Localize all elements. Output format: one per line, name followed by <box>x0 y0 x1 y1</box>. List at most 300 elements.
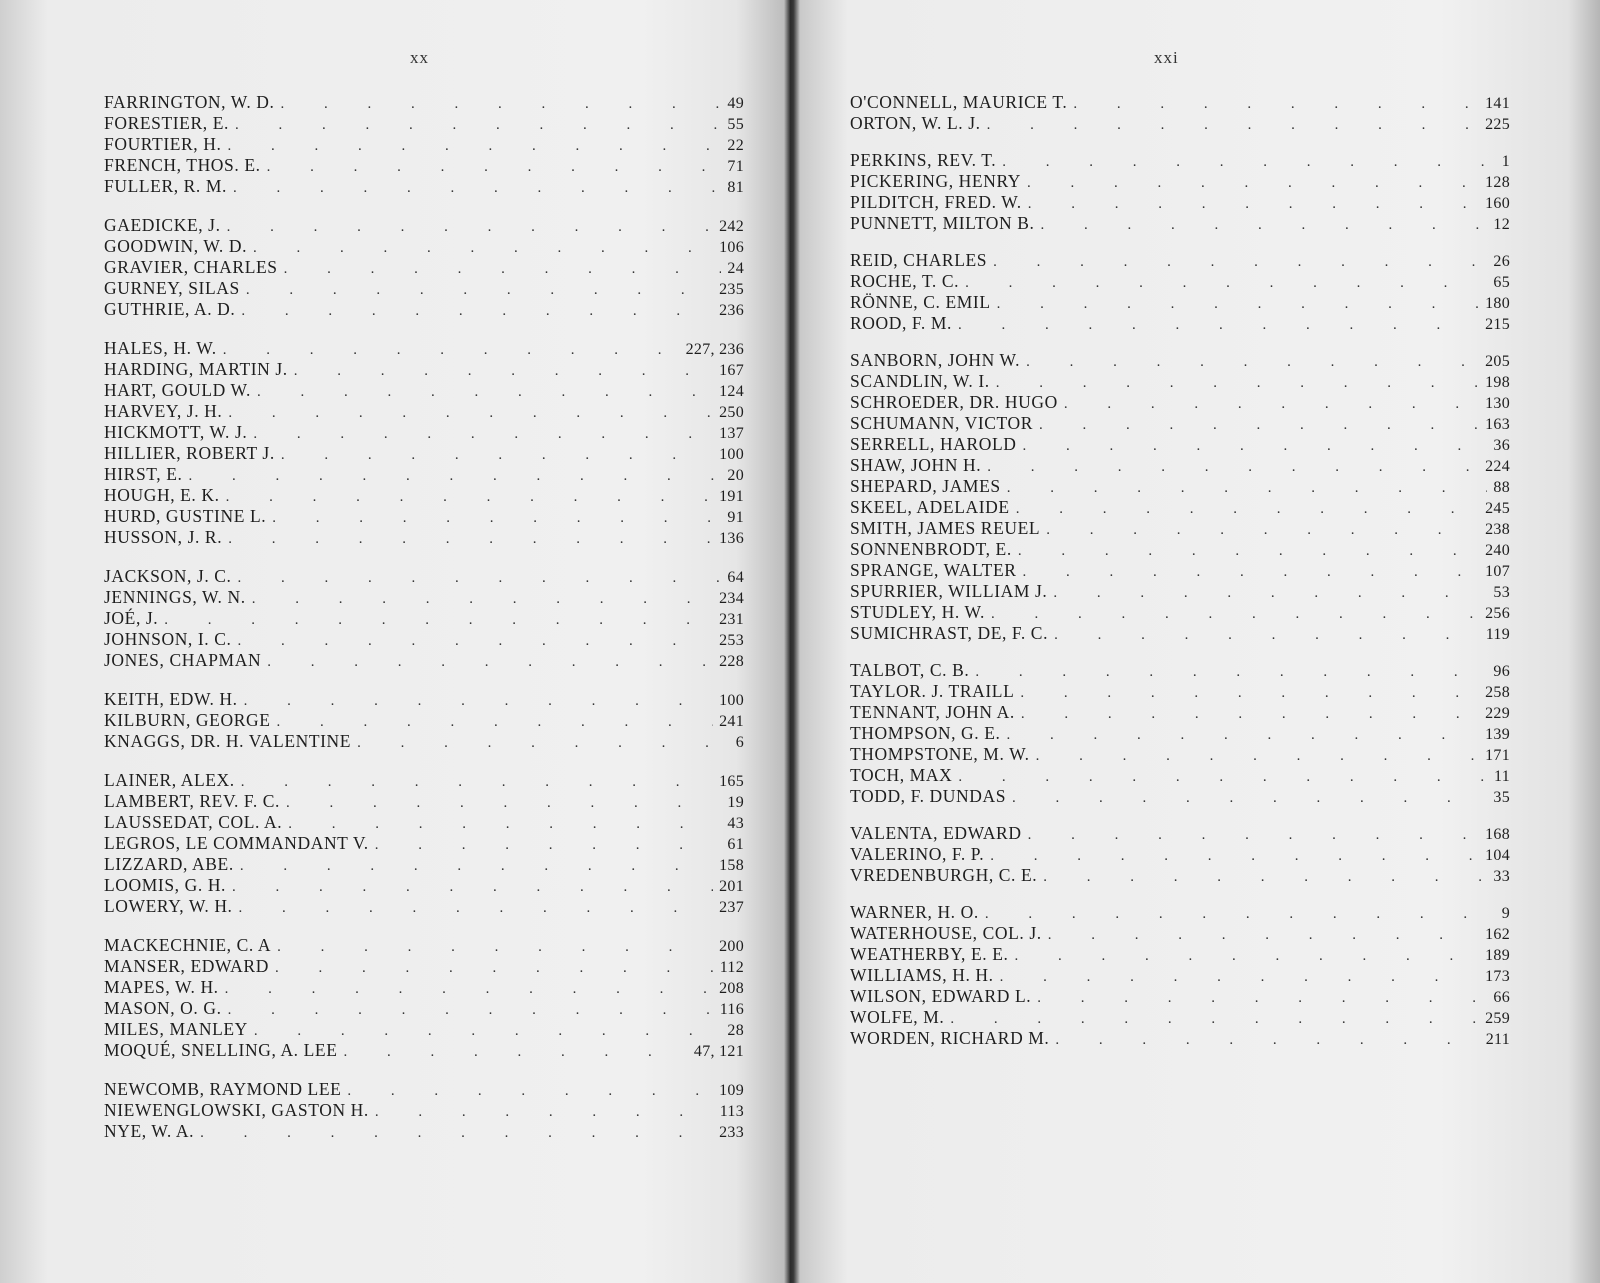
entry-page-numbers: 225 <box>1485 116 1510 133</box>
letter-group <box>850 250 1510 334</box>
entry-page-numbers: 35 <box>1493 789 1510 806</box>
index-entry <box>850 1028 1510 1049</box>
dot-leader <box>239 898 714 919</box>
index-entry <box>104 689 744 710</box>
dot-leader <box>272 508 721 529</box>
entry-name: HIRST, E. <box>104 464 183 484</box>
index-entry <box>104 1040 744 1061</box>
entry-page-numbers: 258 <box>1485 684 1510 701</box>
index-entry <box>850 371 1510 392</box>
entry-page-numbers: 130 <box>1485 395 1510 412</box>
dot-leader <box>985 904 1496 925</box>
entry-page-numbers: 180 <box>1485 295 1510 312</box>
entry-name: MASON, O. G. <box>104 998 222 1018</box>
dot-leader <box>232 877 713 898</box>
entry-page-numbers: 167 <box>719 362 744 379</box>
entry-page-numbers: 238 <box>1485 521 1510 538</box>
dot-leader <box>990 846 1479 867</box>
index-entry <box>104 215 744 236</box>
entry-page-numbers: 100 <box>719 446 744 463</box>
dot-leader <box>228 403 713 424</box>
entry-page-numbers: 61 <box>727 836 744 853</box>
dot-leader <box>344 1042 688 1063</box>
entry-page-numbers: 109 <box>719 1082 744 1099</box>
entry-page-numbers: 91 <box>727 509 744 526</box>
entry-page-numbers: 119 <box>1485 626 1510 643</box>
entry-name: WORDEN, RICHARD M. <box>850 1028 1050 1048</box>
index-entry <box>850 192 1510 213</box>
dot-leader <box>252 589 713 610</box>
entry-page-numbers: 64 <box>727 569 744 586</box>
index-entry <box>850 250 1510 271</box>
entry-page-numbers: 240 <box>1485 542 1510 559</box>
index-entry <box>104 155 744 176</box>
entry-name: HART, GOULD W. <box>104 380 252 400</box>
dot-leader <box>1026 352 1479 373</box>
entry-name: KNAGGS, DR. H. VALENTINE <box>104 731 352 751</box>
index-entry <box>850 744 1510 765</box>
dot-leader <box>357 733 730 754</box>
entry-name: TALBOT, C. B. <box>850 660 970 680</box>
dot-leader <box>1027 173 1479 194</box>
dot-leader <box>996 373 1479 394</box>
index-entry <box>850 581 1510 602</box>
index-entry <box>104 338 744 359</box>
dot-leader <box>1039 415 1479 436</box>
entry-name: GRAVIER, CHARLES <box>104 257 278 277</box>
dot-leader <box>253 424 713 445</box>
entry-page-numbers: 215 <box>1485 316 1510 333</box>
dot-leader <box>241 772 713 793</box>
dot-leader <box>1037 988 1487 1009</box>
entry-name: HICKMOTT, W. J. <box>104 422 248 442</box>
letter-group <box>104 935 744 1061</box>
index-entry <box>850 92 1510 113</box>
dot-leader <box>1028 825 1480 846</box>
index-entry <box>850 1007 1510 1028</box>
entry-name: PERKINS, REV. T. <box>850 150 997 170</box>
entry-name: KILBURN, GEORGE <box>104 710 271 730</box>
entry-page-numbers: 12 <box>1493 216 1510 233</box>
entry-name: LOWERY, W. H. <box>104 896 233 916</box>
entry-name: GURNEY, SILAS <box>104 278 240 298</box>
index-entry <box>104 833 744 854</box>
entry-page-numbers: 245 <box>1485 500 1510 517</box>
index-entry <box>104 359 744 380</box>
entry-page-numbers: 259 <box>1485 1010 1510 1027</box>
dot-leader <box>1020 683 1479 704</box>
entry-name: GAEDICKE, J. <box>104 215 221 235</box>
index-entry <box>104 566 744 587</box>
dot-leader <box>1041 215 1488 236</box>
dot-leader <box>228 1000 714 1021</box>
entry-page-numbers: 36 <box>1493 437 1510 454</box>
entry-page-numbers: 205 <box>1485 353 1510 370</box>
dot-leader <box>1043 867 1487 888</box>
entry-name: GOODWIN, W. D. <box>104 236 248 256</box>
entry-page-numbers: 168 <box>1485 826 1510 843</box>
dot-leader <box>286 793 721 814</box>
dot-leader <box>275 958 714 979</box>
dot-leader <box>1055 1030 1479 1051</box>
index-entry <box>850 292 1510 313</box>
dot-leader <box>1015 946 1480 967</box>
entry-page-numbers: 227, 236 <box>685 341 744 358</box>
entry-name: HILLIER, ROBERT J. <box>104 443 275 463</box>
entry-name: FULLER, R. M. <box>104 176 228 196</box>
dot-leader <box>375 835 722 856</box>
index-entry <box>850 271 1510 292</box>
dot-leader <box>284 259 722 280</box>
entry-page-numbers: 124 <box>719 383 744 400</box>
dot-leader <box>997 294 1479 315</box>
dot-leader <box>246 280 713 301</box>
entry-page-numbers: 162 <box>1485 926 1510 943</box>
letter-group <box>850 823 1510 886</box>
dot-leader <box>1036 746 1480 767</box>
entry-name: NEWCOMB, RAYMOND LEE <box>104 1079 342 1099</box>
entry-page-numbers: 165 <box>719 773 744 790</box>
entry-page-numbers: 24 <box>727 260 744 277</box>
entry-page-numbers: 26 <box>1493 253 1510 270</box>
entry-page-numbers: 228 <box>719 653 744 670</box>
entry-page-numbers: 6 <box>735 734 744 751</box>
dot-leader <box>958 315 1479 336</box>
entry-page-numbers: 96 <box>1493 663 1510 680</box>
dot-leader <box>975 662 1487 683</box>
index-entry <box>104 1121 744 1142</box>
letter-group <box>850 92 1510 134</box>
index-entry <box>850 723 1510 744</box>
entry-name: HUSSON, J. R. <box>104 527 223 547</box>
entry-page-numbers: 208 <box>719 980 744 997</box>
left-page <box>0 0 786 1283</box>
letter-group <box>104 566 744 671</box>
dot-leader <box>1012 788 1487 809</box>
entry-name: JOHNSON, I. C. <box>104 629 232 649</box>
dot-leader <box>1023 436 1488 457</box>
entry-name: SCHROEDER, DR. HUGO <box>850 392 1058 412</box>
dot-leader <box>233 178 721 199</box>
entry-name: VALERINO, F. P. <box>850 844 985 864</box>
entry-name: LAINER, ALEX. <box>104 770 235 790</box>
index-entry <box>850 902 1510 923</box>
entry-page-numbers: 171 <box>1485 747 1510 764</box>
entry-page-numbers: 9 <box>1501 905 1510 922</box>
index-entry <box>850 497 1510 518</box>
entry-name: ORTON, W. L. J. <box>850 113 981 133</box>
entry-page-numbers: 200 <box>719 938 744 955</box>
dot-leader <box>257 382 713 403</box>
index-entry <box>104 935 744 956</box>
entry-page-numbers: 241 <box>719 713 744 730</box>
entry-name: FOURTIER, H. <box>104 134 222 154</box>
index-entry <box>104 731 744 752</box>
entry-name: SANBORN, JOHN W. <box>850 350 1021 370</box>
entry-page-numbers: 233 <box>719 1124 744 1141</box>
index-entry <box>850 702 1510 723</box>
dot-leader <box>294 361 713 382</box>
entry-name: SMITH, JAMES REUEL <box>850 518 1041 538</box>
entry-name: HALES, H. W. <box>104 338 217 358</box>
entry-page-numbers: 112 <box>719 959 744 976</box>
entry-name: HARDING, MARTIN J. <box>104 359 288 379</box>
index-entry <box>850 455 1510 476</box>
dot-leader <box>1002 152 1495 173</box>
entry-page-numbers: 107 <box>1485 563 1510 580</box>
letter-group <box>850 902 1510 1049</box>
index-entry <box>104 422 744 443</box>
entry-name: MILES, MANLEY <box>104 1019 248 1039</box>
entry-name: VREDENBURGH, C. E. <box>850 865 1038 885</box>
entry-name: JENNINGS, W. N. <box>104 587 246 607</box>
index-entry <box>104 401 744 422</box>
entry-name: MANSER, EDWARD <box>104 956 269 976</box>
dot-leader <box>277 937 713 958</box>
entry-name: SHEPARD, JAMES <box>850 476 1001 496</box>
entry-name: MAPES, W. H. <box>104 977 219 997</box>
index-entry <box>104 608 744 629</box>
index-entry <box>104 650 744 671</box>
entry-name: TODD, F. DUNDAS <box>850 786 1007 806</box>
dot-leader <box>235 115 721 136</box>
index-entry <box>850 786 1510 807</box>
entry-name: SUMICHRAST, DE, F. C. <box>850 623 1049 643</box>
entry-name: JOÉ, J. <box>104 608 159 628</box>
entry-name: LAUSSEDAT, COL. A. <box>104 812 283 832</box>
index-entry <box>104 977 744 998</box>
entry-page-numbers: 43 <box>727 815 744 832</box>
entry-page-numbers: 49 <box>727 95 744 112</box>
entry-name: THOMPSTONE, M. W. <box>850 744 1030 764</box>
entry-name: TENNANT, JOHN A. <box>850 702 1015 722</box>
dot-leader <box>238 631 714 652</box>
dot-leader <box>277 712 714 733</box>
entry-page-numbers: 81 <box>727 179 744 196</box>
dot-leader <box>1000 967 1479 988</box>
entry-page-numbers: 100 <box>719 692 744 709</box>
entry-name: FARRINGTON, W. D. <box>104 92 275 112</box>
dot-leader <box>1073 94 1479 115</box>
entry-page-numbers: 235 <box>719 281 744 298</box>
index-entry <box>104 92 744 113</box>
index-entry <box>104 770 744 791</box>
entry-page-numbers: 33 <box>1493 868 1510 885</box>
entry-page-numbers: 128 <box>1485 174 1510 191</box>
index-entry <box>850 434 1510 455</box>
page-number-right: xxi <box>1154 48 1179 67</box>
index-entry <box>850 150 1510 171</box>
entry-page-numbers: 53 <box>1493 584 1510 601</box>
entry-page-numbers: 116 <box>719 1001 744 1018</box>
entry-page-numbers: 236 <box>719 302 744 319</box>
entry-name: SKEEL, ADELAIDE <box>850 497 1010 517</box>
index-entry <box>104 998 744 1019</box>
entry-page-numbers: 160 <box>1485 195 1510 212</box>
index-entry <box>104 176 744 197</box>
entry-name: MOQUÉ, SNELLING, A. LEE <box>104 1040 338 1060</box>
right-page <box>794 0 1600 1283</box>
index-entry <box>104 257 744 278</box>
entry-name: FORESTIER, E. <box>104 113 229 133</box>
dot-leader <box>281 445 713 466</box>
index-entry <box>850 313 1510 334</box>
entry-page-numbers: 47, 121 <box>693 1043 744 1060</box>
entry-page-numbers: 66 <box>1493 989 1510 1006</box>
index-entry <box>104 134 744 155</box>
letter-group <box>104 92 744 197</box>
entry-page-numbers: 234 <box>719 590 744 607</box>
dot-leader <box>1054 625 1480 646</box>
index-entry <box>850 944 1510 965</box>
entry-name: WOLFE, M. <box>850 1007 945 1027</box>
dot-leader <box>993 252 1487 273</box>
dot-leader <box>987 457 1479 478</box>
entry-name: VALENTA, EDWARD <box>850 823 1022 843</box>
dot-leader <box>1006 725 1479 746</box>
entry-page-numbers: 189 <box>1485 947 1510 964</box>
dot-leader <box>1053 583 1487 604</box>
index-entry <box>104 278 744 299</box>
dot-leader <box>1028 194 1479 215</box>
entry-page-numbers: 211 <box>1485 1031 1510 1048</box>
entry-name: ROCHE, T. C. <box>850 271 960 291</box>
dot-leader <box>223 340 680 361</box>
entry-page-numbers: 22 <box>727 137 744 154</box>
dot-leader <box>228 529 713 550</box>
index-entry <box>104 629 744 650</box>
letter-group <box>850 150 1510 234</box>
dot-leader <box>1046 520 1479 541</box>
index-entry <box>104 299 744 320</box>
entry-name: ROOD, F. M. <box>850 313 952 333</box>
entry-name: WEATHERBY, E. E. <box>850 944 1009 964</box>
entry-name: WILSON, EDWARD L. <box>850 986 1032 1006</box>
entry-page-numbers: 11 <box>1493 768 1510 785</box>
dot-leader <box>987 115 1479 136</box>
index-entry <box>850 923 1510 944</box>
dot-leader <box>164 610 713 631</box>
entry-page-numbers: 198 <box>1485 374 1510 391</box>
index-entry <box>850 539 1510 560</box>
letter-group <box>104 1079 744 1142</box>
entry-name: RÖNNE, C. EMIL <box>850 292 991 312</box>
entry-name: WATERHOUSE, COL. J. <box>850 923 1042 943</box>
entry-page-numbers: 231 <box>719 611 744 628</box>
entry-name: PICKERING, HENRY <box>850 171 1021 191</box>
index-entry <box>104 956 744 977</box>
index-entry <box>104 1019 744 1040</box>
entry-name: TAYLOR. J. TRAILL <box>850 681 1015 701</box>
dot-leader <box>1023 562 1480 583</box>
letter-group <box>104 689 744 752</box>
entry-name: LOOMIS, G. H. <box>104 875 227 895</box>
index-entry <box>104 464 744 485</box>
entry-name: PILDITCH, FRED. W. <box>850 192 1022 212</box>
entry-page-numbers: 253 <box>719 632 744 649</box>
entry-page-numbers: 256 <box>1485 605 1510 622</box>
entry-page-numbers: 1 <box>1501 153 1510 170</box>
entry-name: HOUGH, E. K. <box>104 485 220 505</box>
entry-page-numbers: 136 <box>719 530 744 547</box>
index-entry <box>104 1079 744 1100</box>
entry-page-numbers: 113 <box>719 1103 744 1120</box>
dot-leader <box>267 652 713 673</box>
entry-name: LAMBERT, REV. F. C. <box>104 791 281 811</box>
entry-name: SPRANGE, WALTER <box>850 560 1017 580</box>
entry-page-numbers: 173 <box>1485 968 1510 985</box>
entry-page-numbers: 137 <box>719 425 744 442</box>
index-entry <box>104 443 744 464</box>
dot-leader <box>1018 541 1479 562</box>
index-entry <box>104 896 744 917</box>
dot-leader <box>267 157 722 178</box>
dot-leader <box>1048 925 1479 946</box>
dot-leader <box>225 979 713 1000</box>
entry-name: NYE, W. A. <box>104 1121 195 1141</box>
entry-name: SCHUMANN, VICTOR <box>850 413 1034 433</box>
index-entry <box>104 812 744 833</box>
index-entry <box>104 791 744 812</box>
dot-leader <box>1021 704 1479 725</box>
dot-leader <box>241 301 713 322</box>
entry-page-numbers: 104 <box>1485 847 1510 864</box>
index-entry <box>104 875 744 896</box>
index-entry <box>850 560 1510 581</box>
dot-leader <box>965 273 1487 294</box>
entry-name: GUTHRIE, A. D. <box>104 299 236 319</box>
index-entry <box>850 844 1510 865</box>
author-index-right <box>850 92 1510 1065</box>
index-entry <box>850 171 1510 192</box>
index-entry <box>850 413 1510 434</box>
entry-page-numbers: 237 <box>719 899 744 916</box>
dot-leader <box>227 217 714 238</box>
index-entry <box>850 113 1510 134</box>
entry-name: SHAW, JOHN H. <box>850 455 982 475</box>
entry-name: KEITH, EDW. H. <box>104 689 238 709</box>
entry-name: THOMPSON, G. E. <box>850 723 1001 743</box>
dot-leader <box>253 238 713 259</box>
entry-name: REID, CHARLES <box>850 250 988 270</box>
entry-page-numbers: 158 <box>719 857 744 874</box>
entry-page-numbers: 55 <box>727 116 744 133</box>
dot-leader <box>991 604 1479 625</box>
entry-page-numbers: 163 <box>1485 416 1510 433</box>
dot-leader <box>375 1102 714 1123</box>
index-entry <box>850 602 1510 623</box>
entry-name: SERRELL, HAROLD <box>850 434 1017 454</box>
entry-name: HURD, GUSTINE L. <box>104 506 267 526</box>
entry-name: O'CONNELL, MAURICE T. <box>850 92 1068 112</box>
entry-name: MACKECHNIE, C. A <box>104 935 272 955</box>
entry-page-numbers: 28 <box>727 1022 744 1039</box>
entry-page-numbers: 71 <box>727 158 744 175</box>
entry-name: STUDLEY, H. W. <box>850 602 985 622</box>
index-entry <box>850 865 1510 886</box>
entry-page-numbers: 141 <box>1485 95 1510 112</box>
entry-page-numbers: 201 <box>719 878 744 895</box>
entry-name: JACKSON, J. C. <box>104 566 232 586</box>
dot-leader <box>1007 478 1488 499</box>
entry-name: WARNER, H. O. <box>850 902 979 922</box>
entry-name: WILLIAMS, H. H. <box>850 965 994 985</box>
dot-leader <box>227 136 721 157</box>
letter-group <box>104 215 744 320</box>
entry-name: SONNENBRODT, E. <box>850 539 1012 559</box>
dot-leader <box>280 94 721 115</box>
entry-page-numbers: 229 <box>1485 705 1510 722</box>
